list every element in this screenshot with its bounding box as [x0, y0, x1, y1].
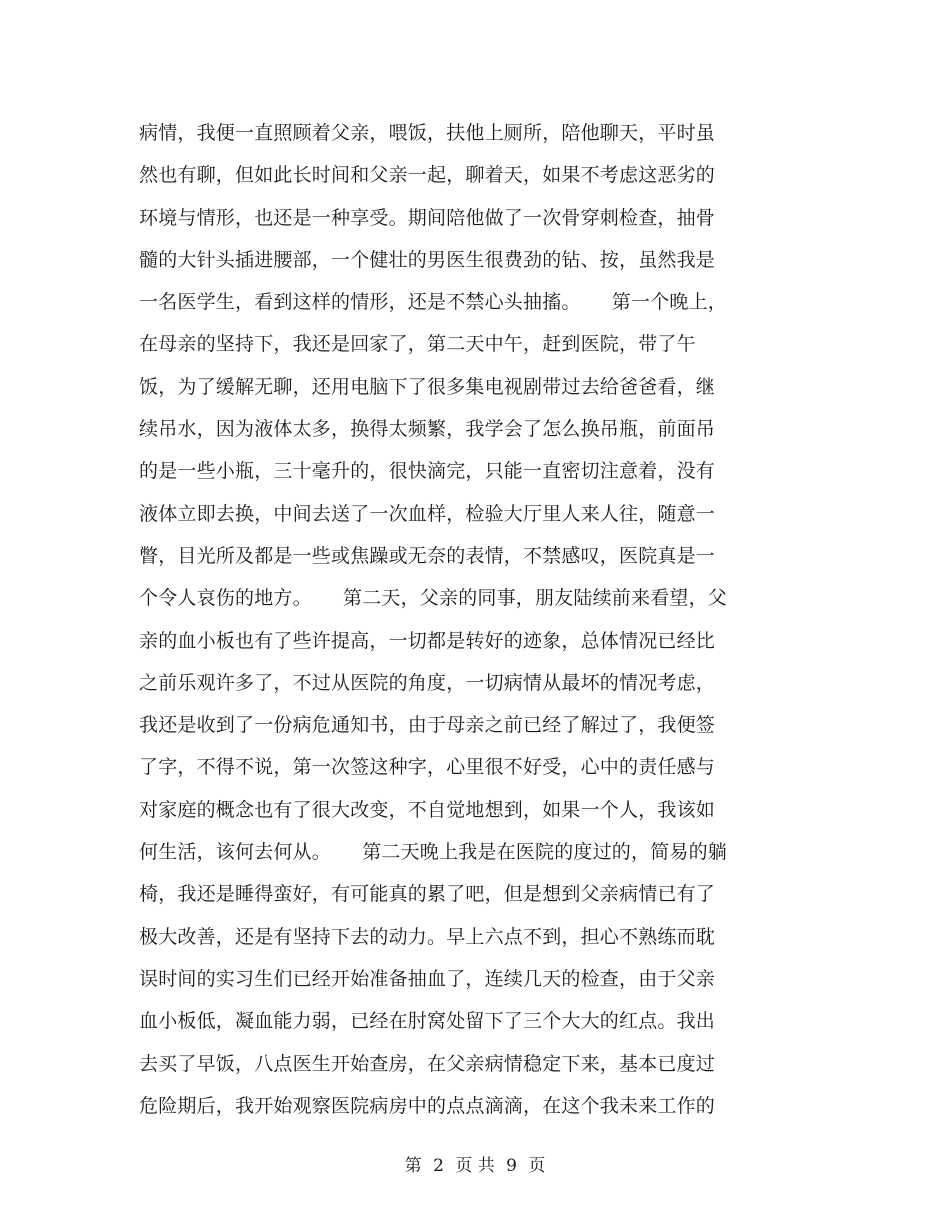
text-line: 一名医学生，看到这样的情形，还是不禁心头抽搐。 第一个晚上， [139, 291, 727, 314]
text-line: 环境与情形，也还是一种享受。期间陪他做了一次骨穿刺检查，抽骨 [139, 206, 716, 229]
text-line: 液体立即去换，中间去送了一次血样，检验大厅里人来人往，随意一 [139, 502, 716, 525]
text-line: 极大改善，还是有坚持下去的动力。早上六点不到，担心不熟练而耽 [139, 925, 716, 948]
current-page-number: 2 [433, 1156, 444, 1176]
text-line: 何生活，该何去何从。 第二天晚上我是在医院的度过的，简易的躺 [139, 841, 727, 864]
footer-prefix: 第 [404, 1156, 422, 1176]
page-footer [0, 1151, 950, 1176]
text-line: 血小板低，凝血能力弱，已经在肘窝处留下了三个大大的红点。我出 [139, 1010, 716, 1033]
text-line: 对家庭的概念也有了很大改变，不自觉地想到，如果一个人，我该如 [139, 798, 716, 821]
text-line: 亲的血小板也有了些许提高，一切都是转好的迹象，总体情况已经比 [139, 629, 716, 652]
text-line: 的是一些小瓶，三十毫升的，很快滴完，只能一直密切注意着，没有 [139, 460, 716, 483]
total-page-number: 9 [506, 1156, 517, 1176]
text-line: 椅，我还是睡得蛮好，有可能真的累了吧，但是想到父亲病情已有了 [139, 883, 716, 906]
text-line: 我还是收到了一份病危通知书，由于母亲之前已经了解过了，我便签 [139, 714, 716, 737]
text-line: 个令人哀伤的地方。 第二天，父亲的同事，朋友陆续前来看望，父 [139, 587, 727, 610]
footer-mid: 页 共 [455, 1156, 495, 1176]
text-line: 续吊水，因为液体太多，换得太频繁，我学会了怎么换吊瓶，前面吊 [139, 418, 716, 441]
text-line: 了字，不得不说，第一次签这种字，心里很不好受，心中的责任感与 [139, 756, 716, 779]
text-line: 误时间的实习生们已经开始准备抽血了，连续几天的检查，由于父亲 [139, 967, 716, 990]
text-line: 饭，为了缓解无聊，还用电脑下了很多集电视剧带过去给爸爸看，继 [139, 375, 716, 398]
text-line: 瞥，目光所及都是一些或焦躁或无奈的表情，不禁感叹，医院真是一 [139, 544, 716, 567]
text-line: 危险期后，我开始观察医院病房中的点点滴滴，在这个我未来工作的 [139, 1094, 716, 1117]
text-line: 去买了早饭，八点医生开始查房，在父亲病情稳定下来，基本已度过 [139, 1052, 716, 1075]
text-line: 然也有聊，但如此长时间和父亲一起，聊着天，如果不考虑这恶劣的 [139, 164, 716, 187]
text-line: 髓的大针头插进腰部，一个健壮的男医生很费劲的钻、按，虽然我是 [139, 248, 716, 271]
text-line: 在母亲的坚持下，我还是回家了，第二天中午，赶到医院，带了午 [139, 333, 696, 356]
text-line: 病情，我便一直照顾着父亲，喂饭，扶他上厕所，陪他聊天，平时虽 [139, 122, 716, 144]
body-text [139, 112, 779, 1127]
text-line: 之前乐观许多了，不过从医院的角度，一切病情从最坏的情况考虑， [139, 671, 716, 694]
footer-suffix: 页 [528, 1156, 546, 1176]
